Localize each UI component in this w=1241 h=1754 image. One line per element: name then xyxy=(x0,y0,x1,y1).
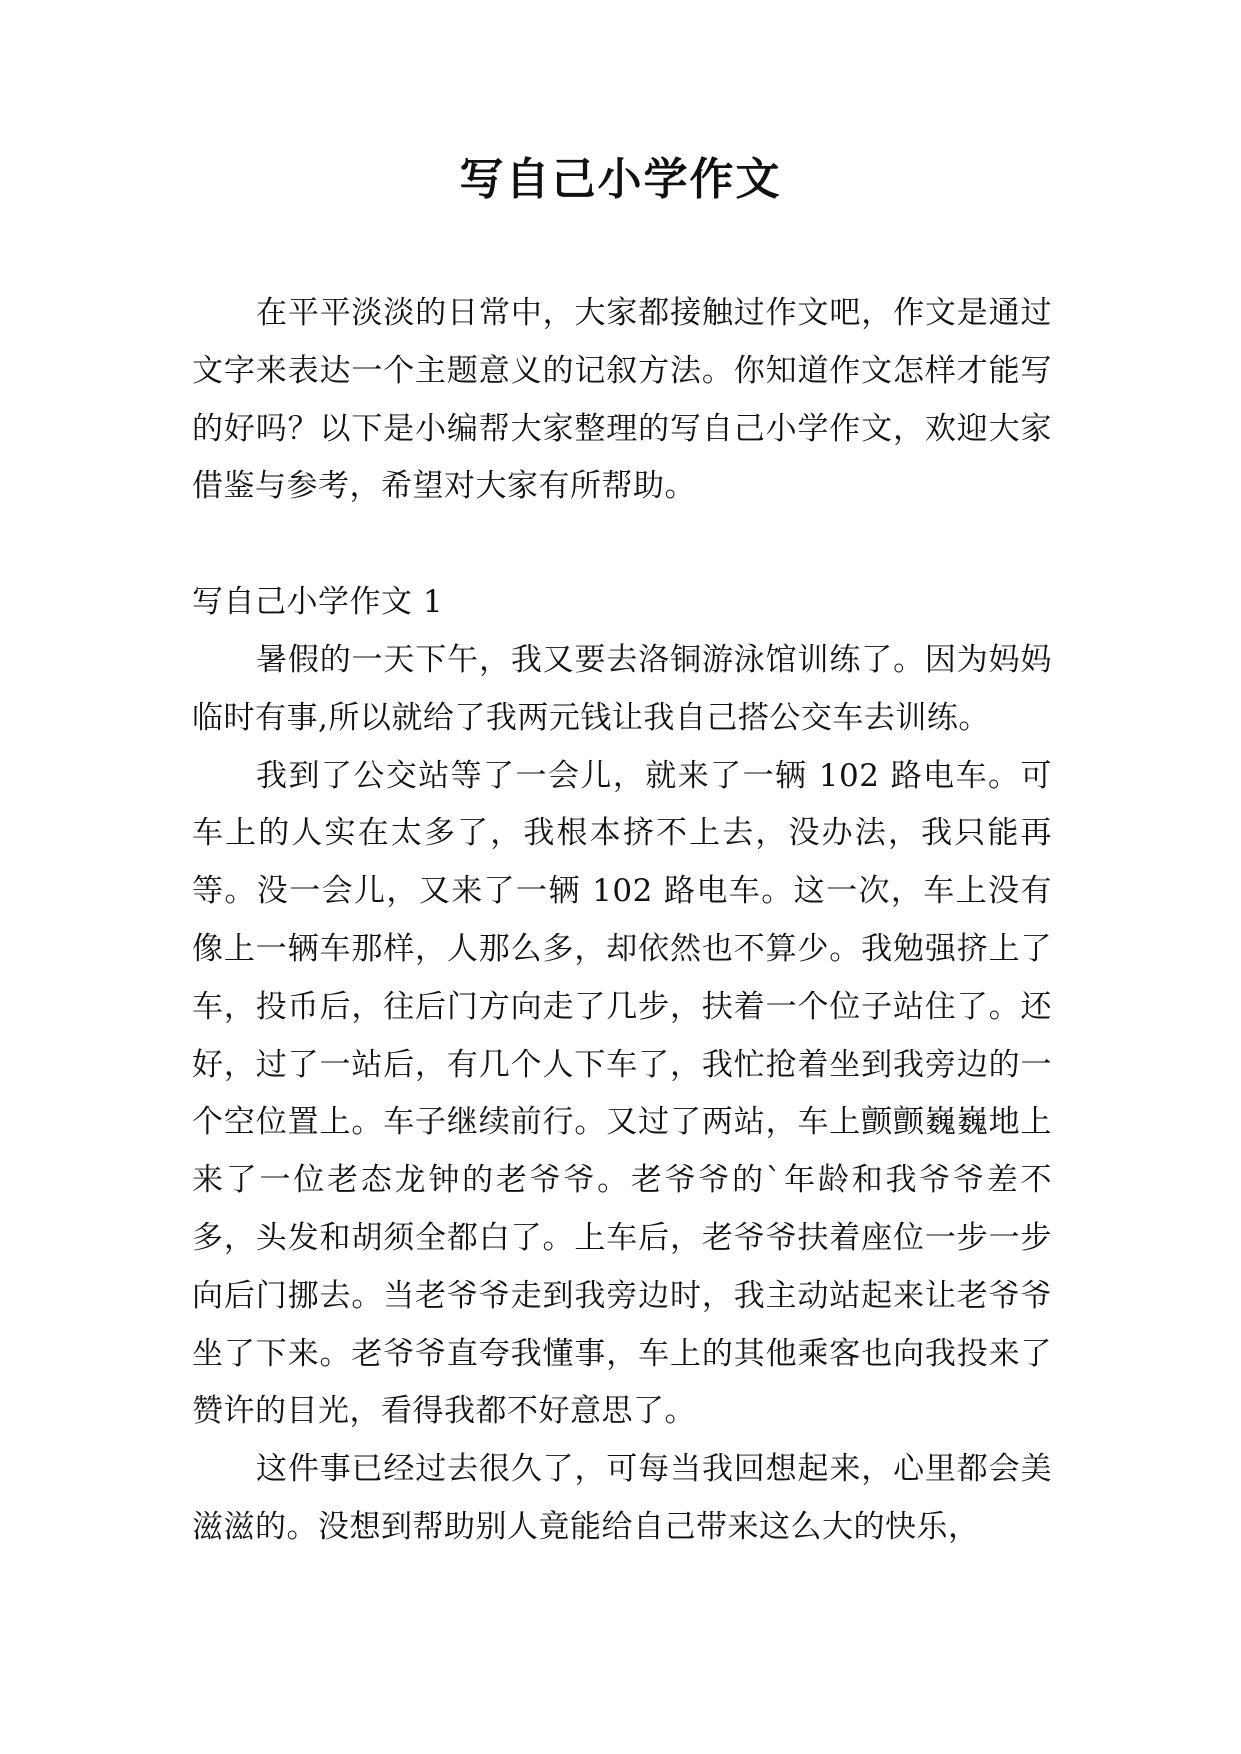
intro-paragraph: 在平平淡淡的日常中，大家都接触过作文吧，作文是通过文字来表达一个主题意义的记叙方法。你知道作文怎样才能写的好吗？以下是小编帮大家整理的写自己小学作文，欢迎大家借鉴与参考，希望对大家有所帮助。 xyxy=(192,295,1052,505)
section-heading: 写自己小学作文 1 xyxy=(192,584,444,621)
section-paragraph-1: 暑假的一天下午，我又要去洛铜游泳馆训练了。因为妈妈临时有事,所以就给了我两元钱让我自己搭公交车去训练。 xyxy=(192,641,1052,736)
document-body xyxy=(192,285,1052,1557)
essay-section-1 xyxy=(192,574,1052,1557)
section-paragraph-3: 这件事已经过去很久了，可每当我回想起来，心里都会美滋滋的。没想到帮助别人竟能给自己带来这么大的快乐， xyxy=(192,1451,1052,1545)
section-paragraph-2: 我到了公交站等了一会儿，就来了一辆 102 路电车。可车上的人实在太多了，我根本挤不上去，没办法，我只能再等。没一会儿，又来了一辆 102 路电车。这一次，车上没有像上一辆车那样，人那么多，却依然也不算少。我勉强挤上了车，投币后，往后门方向走了几步，扶着一个位子站住了。还好，过了一站后，有几个人下车了，我忙抢着坐到我旁边的一个空位置上。车子继续前行。又过了两站，车上颤颤巍巍地上来了一位老态龙钟的老爷爷。老爷爷的`年龄和我爷爷差不多，头发和胡须全都白了。上车后，老爷爷扶着座位一步一步向后门挪去。当老爷爷走到我旁边时，我主动站起来让老爷爷坐了下来。老爷爷直夸我懂事，车上的其他乘客也向我投来了赞许的目光，看得我都不好意思了。 xyxy=(192,757,1052,1430)
document-title: 写自己小学作文 xyxy=(459,154,782,205)
